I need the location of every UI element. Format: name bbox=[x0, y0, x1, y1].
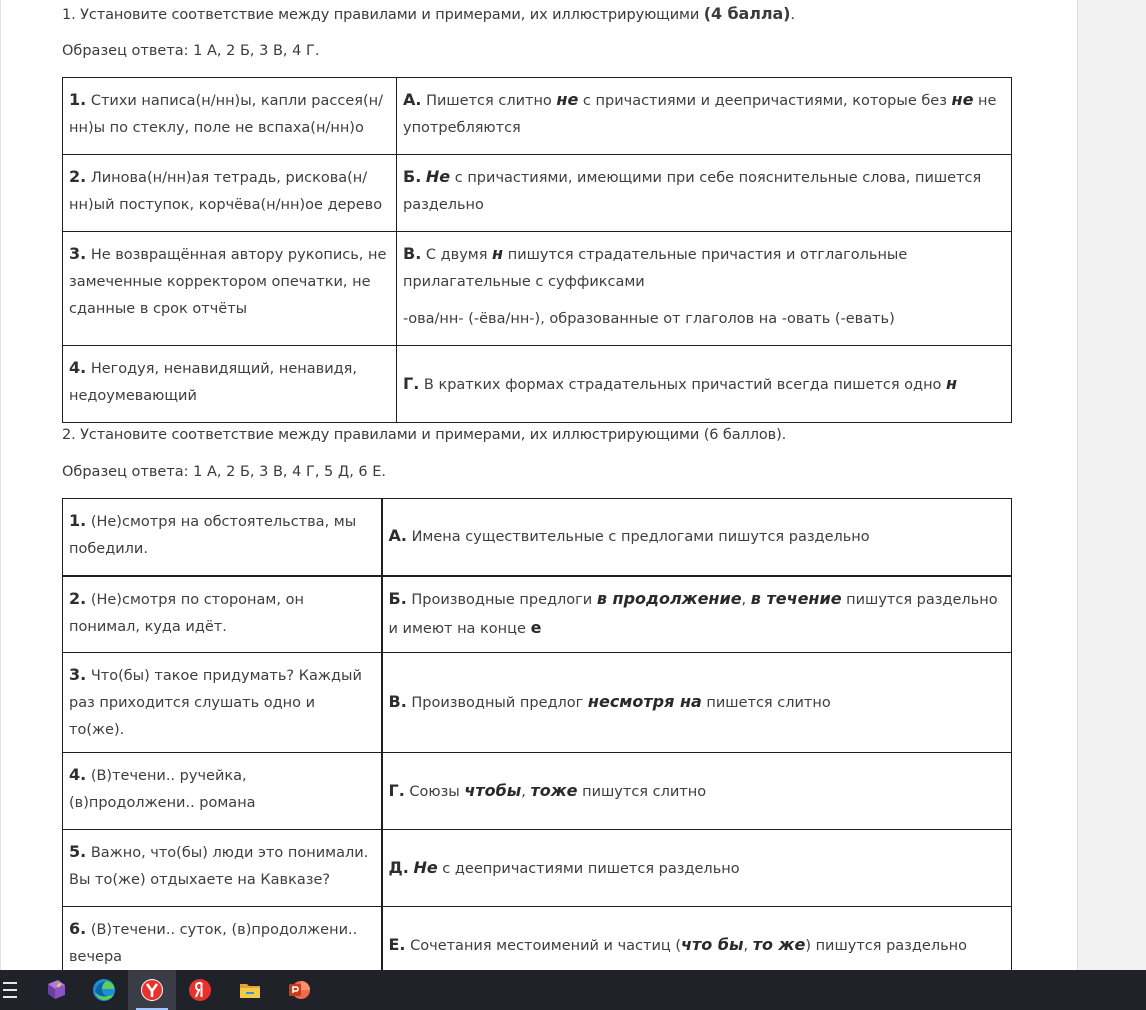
example-cell bbox=[63, 346, 397, 423]
rule-emphasis: в продолжение bbox=[596, 588, 742, 608]
example-text: (Не)смотря на обстоятельства, мы победили. bbox=[69, 514, 357, 557]
rule-letter: Б. bbox=[388, 588, 407, 608]
row-number: 3. bbox=[69, 665, 87, 684]
table-row bbox=[63, 232, 1012, 346]
rule-text: с причастиями, имеющими при себе пояснительные слова, пишется раздельно bbox=[403, 170, 982, 213]
rule-text: , bbox=[741, 591, 751, 608]
table-row bbox=[63, 753, 1012, 830]
rule-cell bbox=[397, 155, 1012, 232]
rule-cell bbox=[382, 653, 1012, 753]
rule-text: не употребляются bbox=[403, 93, 997, 136]
rule-text: Производные предлоги bbox=[411, 591, 597, 608]
rule-cell bbox=[382, 830, 1012, 907]
table-row bbox=[63, 576, 1012, 653]
row-number: 2. bbox=[69, 167, 87, 186]
rule-cell bbox=[397, 346, 1012, 423]
example-text: Негодуя, ненавидящий, ненавидя, недоумевающий bbox=[69, 361, 357, 404]
example-cell bbox=[63, 499, 382, 576]
rule-emphasis: несмотря на bbox=[587, 692, 702, 711]
example-cell bbox=[63, 155, 397, 232]
rule-cell bbox=[397, 232, 1012, 346]
task2-table bbox=[62, 498, 1012, 970]
task1-points: (4 балла) bbox=[703, 4, 791, 23]
example-text: Стихи написа(н/нн)ы, капли рассея(н/нн)ы по стеклу, поле не вспаха(н/нн)о bbox=[69, 93, 383, 136]
example-text: (В)течени.. суток, (в)продолжени.. вечера bbox=[69, 922, 358, 965]
rule-cell bbox=[382, 907, 1012, 971]
task1-period: . bbox=[790, 7, 795, 23]
rule-emphasis: н bbox=[492, 244, 504, 263]
rule-text: Имена существительные с предлогами пишутся раздельно bbox=[411, 529, 870, 546]
edge-browser-icon[interactable] bbox=[80, 970, 128, 1010]
rule-letter: Г. bbox=[388, 780, 405, 800]
row-number: 1. bbox=[69, 511, 87, 530]
rule-emphasis: н bbox=[946, 373, 958, 393]
table-row bbox=[63, 907, 1012, 971]
table-row bbox=[63, 830, 1012, 907]
book-app-icon[interactable] bbox=[32, 970, 80, 1010]
rule-cell bbox=[382, 576, 1012, 653]
rule-letter: Б. bbox=[403, 167, 422, 186]
rule-text: пишутся слитно bbox=[577, 783, 707, 800]
example-cell bbox=[63, 576, 382, 653]
task2-points: (6 баллов). bbox=[703, 427, 787, 443]
row-number: 6. bbox=[69, 919, 87, 938]
rule-emphasis: в течение bbox=[750, 588, 842, 608]
task1-sample: Образец ответа: 1 А, 2 Б, 3 В, 4 Г. bbox=[62, 43, 320, 59]
task1-number: 1. bbox=[62, 7, 76, 23]
rule-emphasis: чтобы bbox=[464, 780, 522, 800]
rule-letter: А. bbox=[388, 526, 407, 546]
rule-text: Союзы bbox=[409, 783, 465, 800]
powerpoint-icon[interactable] bbox=[275, 970, 323, 1010]
rule-letter: В. bbox=[388, 692, 407, 711]
rule-emphasis: Не bbox=[425, 167, 451, 186]
rule-text: Пишется слитно bbox=[426, 93, 557, 109]
table-row bbox=[63, 499, 1012, 576]
row-number: 2. bbox=[69, 588, 87, 608]
example-cell bbox=[63, 753, 382, 830]
row-number: 4. bbox=[69, 358, 87, 377]
rule-text: пишутся раздельно и имеют на конце bbox=[388, 591, 998, 637]
task2-sample: Образец ответа: 1 А, 2 Б, 3 В, 4 Г, 5 Д, 6 Е. bbox=[62, 464, 387, 480]
example-text: Что(бы) такое придумать? Каждый раз приходится слушать одно и то(же). bbox=[69, 668, 362, 738]
rule-text: пишется слитно bbox=[701, 695, 831, 711]
rule-text: пишутся страдательные причастия и отглагольные прилагательные с суффиксами bbox=[403, 247, 908, 290]
row-number: 3. bbox=[69, 244, 87, 263]
task2-question-text: 2. Установите соответствие между правилами и примерами, их иллюстрирующими bbox=[62, 427, 700, 443]
rule-letter: Д. bbox=[388, 857, 409, 877]
example-cell bbox=[63, 907, 382, 971]
rule-emphasis: не bbox=[951, 90, 974, 109]
rule-letter: Е. bbox=[388, 934, 406, 954]
rule-emphasis: тоже bbox=[530, 780, 578, 800]
taskbar bbox=[0, 970, 1146, 1010]
rule-letter: А. bbox=[403, 90, 422, 109]
rule-emphasis: то же bbox=[752, 934, 806, 954]
rule-emphasis: Не bbox=[413, 857, 438, 877]
rule-cell bbox=[397, 78, 1012, 155]
row-number: 1. bbox=[69, 90, 87, 109]
table-row bbox=[63, 653, 1012, 753]
rule-text: ) пишутся раздельно bbox=[805, 937, 967, 954]
table-row bbox=[63, 78, 1012, 155]
task1-table bbox=[62, 77, 1012, 423]
example-cell bbox=[63, 232, 397, 346]
rule-text: , bbox=[743, 937, 753, 954]
table-row bbox=[63, 155, 1012, 232]
task-view-icon[interactable] bbox=[0, 970, 34, 1010]
rule-text: с деепричастиями пишется раздельно bbox=[437, 860, 740, 877]
file-explorer-icon[interactable] bbox=[226, 970, 274, 1010]
rule-emphasis: что бы bbox=[681, 934, 744, 954]
rule-text: В кратких формах страдательных причастий всегда пишется одно bbox=[423, 376, 947, 393]
example-cell bbox=[63, 653, 382, 753]
rule-text: с причастиями и деепричастиями, которые без bbox=[578, 93, 952, 109]
row-number: 4. bbox=[69, 765, 87, 784]
rule-emphasis: не bbox=[556, 90, 579, 109]
yandex-icon[interactable] bbox=[176, 970, 224, 1010]
table-row bbox=[63, 346, 1012, 423]
example-text: (Не)смотря по сторонам, он понимал, куда идёт. bbox=[69, 591, 304, 635]
example-cell bbox=[63, 78, 397, 155]
row-number: 5. bbox=[69, 842, 87, 861]
rule-letter: Г. bbox=[403, 373, 420, 393]
task1-question bbox=[62, 4, 795, 23]
rule-letter: В. bbox=[403, 244, 422, 263]
example-cell bbox=[63, 830, 382, 907]
task1-question-text: Установите соответствие между правилами и примерами, их иллюстрирующими bbox=[80, 7, 700, 23]
example-text: Не возвращённая автору рукопись, не замеченные корректором опечатки, не сданные в срок отчёты bbox=[69, 247, 387, 317]
rule-cell bbox=[382, 499, 1012, 576]
rule-emphasis: е bbox=[530, 617, 542, 637]
example-text: Важно, что(бы) люди это понимали. Вы то(же) отдыхаете на Кавказе? bbox=[69, 845, 369, 888]
example-text: Линова(н/нн)ая тетрадь, рискова(н/нн)ый поступок, корчёва(н/нн)ое дерево bbox=[69, 170, 383, 213]
rule-text: Производный предлог bbox=[411, 695, 588, 711]
rule-suffix-note: -ова/нн- (-ёва/нн-), образованные от глаголов на -овать (-евать) bbox=[403, 311, 895, 327]
yandex-browser-icon[interactable] bbox=[128, 970, 176, 1010]
rule-text: С двумя bbox=[425, 247, 493, 263]
rule-text: Сочетания местоимений и частиц ( bbox=[410, 937, 682, 954]
task2-question bbox=[62, 427, 786, 443]
rule-cell bbox=[382, 753, 1012, 830]
example-text: (В)течени.. ручейка, (в)продолжени.. романа bbox=[69, 768, 256, 811]
rule-text: , bbox=[521, 783, 531, 800]
